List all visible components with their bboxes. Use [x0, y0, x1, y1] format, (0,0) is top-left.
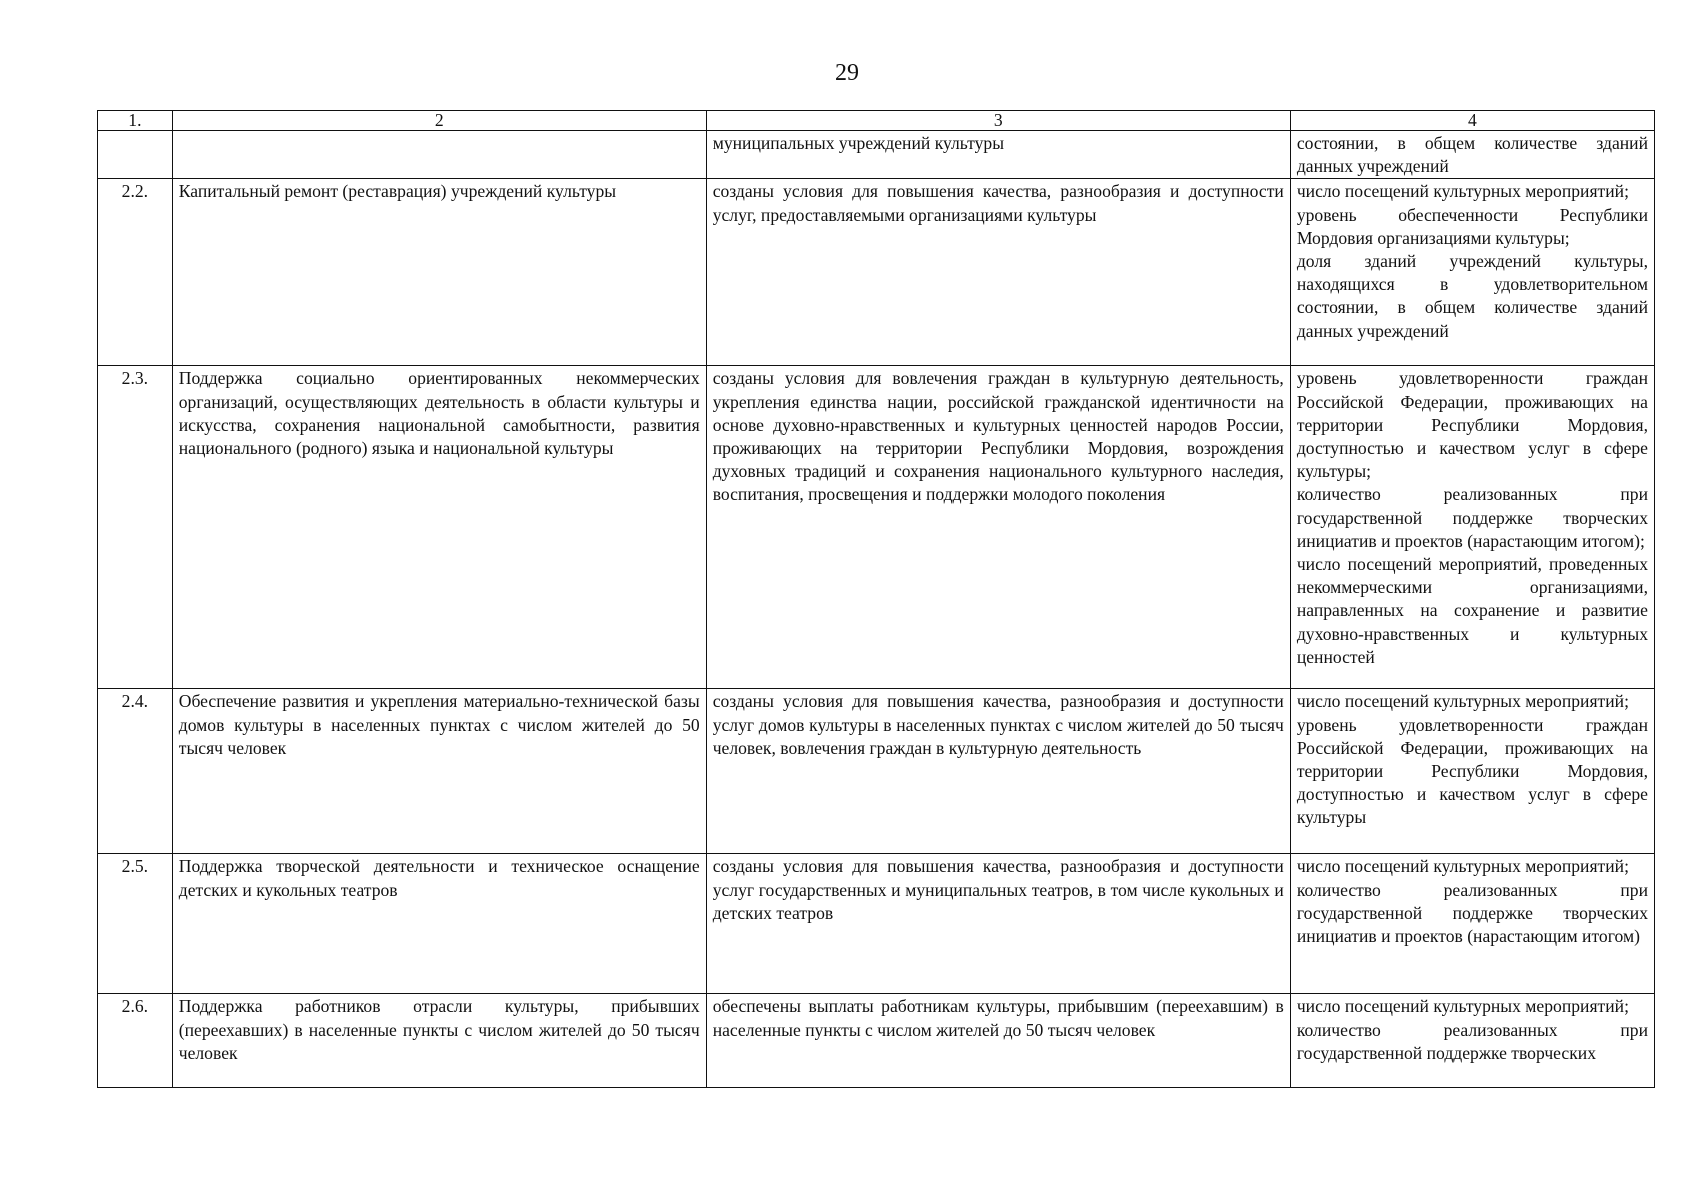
result-cell: созданы условия для повышения качества, разнообразия и доступности услуг, предоставляемыми организациями культуры — [706, 179, 1290, 366]
indicator-item: уровень удовлетворенности граждан Российской Федерации, проживающих на территории Республики Мордовия, доступностью и качеством услуг в сфере культуры — [1296, 714, 1648, 828]
measure-cell: Поддержка творческой деятельности и техническое оснащение детских и кукольных театров — [172, 854, 706, 994]
row-number: 2.3. — [98, 366, 173, 689]
indicator-item: число посещений культурных мероприятий; — [1296, 691, 1629, 712]
row-number: 2.2. — [98, 179, 173, 366]
indicator-item: количество реализованных при государственной поддержке творческих инициатив и проектов (нарастающим итогом) — [1296, 879, 1648, 947]
indicator-item: число посещений мероприятий, проведенных некоммерческими организациями, направленных на сохранение и развитие духовно-нравственных и культурных ценностей — [1296, 554, 1648, 667]
row-number — [98, 131, 173, 179]
indicators-cell — [1290, 179, 1654, 366]
indicator-item: число посещений культурных мероприятий; — [1296, 181, 1629, 202]
table-row — [98, 366, 1655, 689]
header-col-3: 3 — [706, 111, 1290, 131]
table-row — [98, 994, 1655, 1088]
row-number: 2.6. — [98, 994, 173, 1088]
measure-cell: Поддержка социально ориентированных некоммерческих организаций, осуществляющих деятельность в области культуры и искусства, сохранения национальной самобытности, развития национального (родного) языка и национальной культуры — [172, 366, 706, 689]
row-number: 2.4. — [98, 689, 173, 854]
header-col-4: 4 — [1290, 111, 1654, 131]
measure-cell: Капитальный ремонт (реставрация) учреждений культуры — [172, 179, 706, 366]
measure-cell — [172, 131, 706, 179]
measure-cell: Поддержка работников отрасли культуры, прибывших (переехавших) в населенные пункты с числом жителей до 50 тысяч человек — [172, 994, 706, 1088]
table-row — [98, 854, 1655, 994]
indicator-item: уровень обеспеченности Республики Мордовия организациями культуры; — [1296, 204, 1648, 248]
result-cell: обеспечены выплаты работникам культуры, прибывшим (переехавшим) в населенные пункты с числом жителей до 50 тысяч человек — [706, 994, 1290, 1088]
row-number: 2.5. — [98, 854, 173, 994]
indicator-item: число посещений культурных мероприятий; — [1296, 996, 1629, 1017]
indicator-item: состоянии, в общем количестве зданий данных учреждений — [1296, 133, 1648, 177]
table-row — [98, 689, 1655, 854]
indicator-item: количество реализованных при государственной поддержке творческих — [1296, 1019, 1648, 1063]
result-cell: созданы условия для вовлечения граждан в культурную деятельность, укрепления единства нации, российской гражданской идентичности на основе духовно-нравственных и культурных ценностей народов России, проживающих на территории Республики Мордовия, возрождения духовных традиций и сохранения национального культурного наследия, воспитания, просвещения и поддержки молодого поколения — [706, 366, 1290, 689]
table-row — [98, 131, 1655, 179]
table-row — [98, 179, 1655, 366]
indicator-item: число посещений культурных мероприятий; — [1296, 856, 1629, 877]
indicator-item: количество реализованных при государственной поддержке творческих инициатив и проектов (нарастающим итогом); — [1296, 484, 1648, 551]
indicators-cell — [1290, 854, 1654, 994]
header-col-2: 2 — [172, 111, 706, 131]
indicators-cell — [1290, 689, 1654, 854]
indicators-cell — [1290, 366, 1654, 689]
indicator-item: доля зданий учреждений культуры, находящихся в удовлетворительном состоянии, в общем количестве зданий данных учреждений — [1296, 251, 1648, 341]
indicators-cell — [1290, 131, 1654, 179]
page-number: 29 — [835, 60, 859, 86]
result-cell: созданы условия для повышения качества, разнообразия и доступности услуг домов культуры в населенных пунктах с числом жителей до 50 тысяч человек, вовлечения граждан в культурную деятельность — [706, 689, 1290, 854]
result-cell: муниципальных учреждений культуры — [706, 131, 1290, 179]
header-col-1: 1. — [98, 111, 173, 131]
indicators-cell — [1290, 994, 1654, 1088]
table-header-row — [98, 111, 1655, 131]
result-cell: созданы условия для повышения качества, разнообразия и доступности услуг государственных и муниципальных театров, в том числе кукольных и детских театров — [706, 854, 1290, 994]
indicator-item: уровень удовлетворенности граждан Российской Федерации, проживающих на территории Республики Мордовия, доступностью и качеством услуг в сфере культуры; — [1296, 368, 1648, 482]
measures-table — [97, 110, 1655, 1088]
measure-cell: Обеспечение развития и укрепления материально-технической базы домов культуры в населенных пунктах с числом жителей до 50 тысяч человек — [172, 689, 706, 854]
